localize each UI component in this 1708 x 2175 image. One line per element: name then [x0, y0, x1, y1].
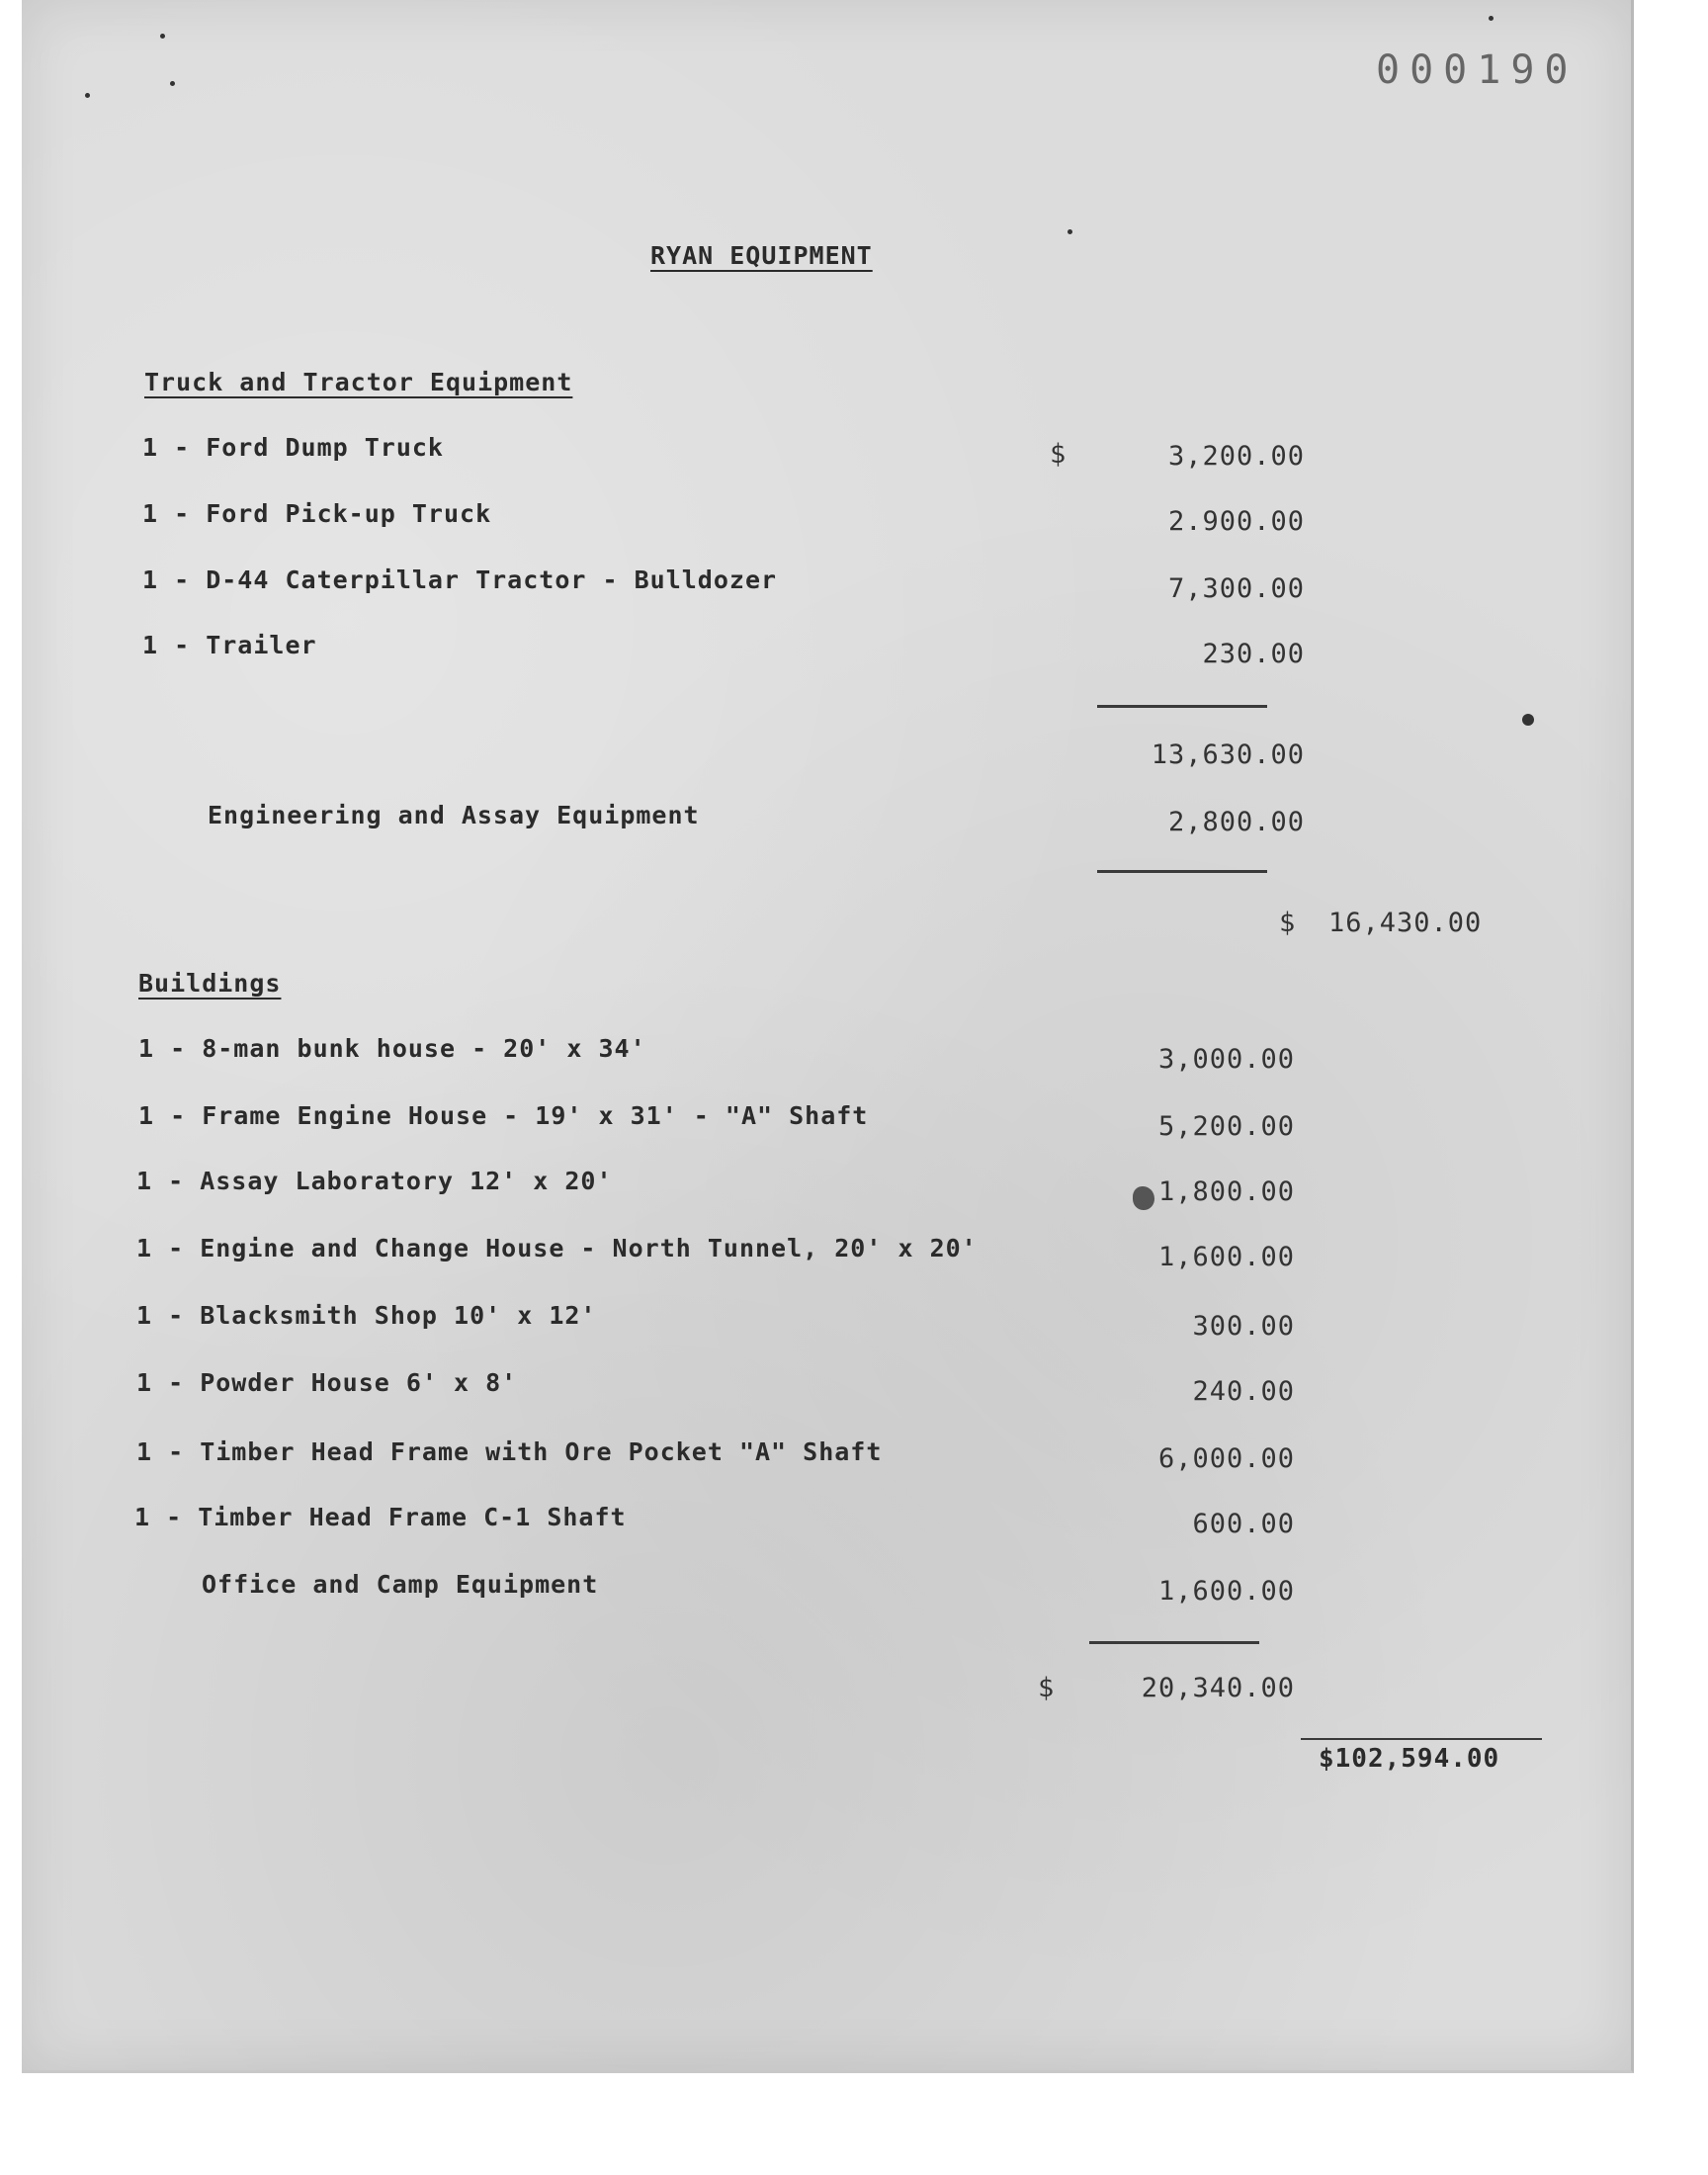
line-item-label: 1 - Engine and Change House - North Tunnel, 20' x 20' — [136, 1234, 978, 1262]
scan-speck — [1068, 229, 1072, 234]
scan-speck — [1489, 16, 1494, 21]
line-item-label: 1 - Ford Dump Truck — [142, 433, 444, 462]
dollar-sign: $ — [1050, 439, 1068, 470]
line-item-amount: 300.00 — [1192, 1311, 1295, 1342]
line-item-amount: 1,600.00 — [1157, 1242, 1295, 1272]
section-total: 16,430.00 — [1328, 908, 1483, 938]
scan-speck — [85, 93, 90, 98]
line-item-label: 1 - Assay Laboratory 12' x 20' — [136, 1167, 613, 1195]
section-heading-buildings: Buildings — [138, 969, 282, 998]
dollar-sign: $ — [1279, 908, 1297, 938]
line-item-amount: 5,200.00 — [1157, 1111, 1295, 1142]
line-item-label: Office and Camp Equipment — [202, 1570, 599, 1599]
line-item-label: 1 - Timber Head Frame with Ore Pocket "A" Shaft — [136, 1437, 883, 1466]
line-item-label: 1 - Blacksmith Shop 10' x 12' — [136, 1301, 597, 1330]
section-heading-truck: Truck and Tractor Equipment — [144, 368, 573, 396]
line-item-amount: 2,800.00 — [1167, 807, 1305, 837]
line-item-label: 1 - Trailer — [142, 631, 317, 659]
ink-blot — [1133, 1186, 1154, 1210]
total-rule — [1089, 1641, 1259, 1644]
line-item-amount: 1,800.00 — [1157, 1176, 1295, 1207]
page-title: RYAN EQUIPMENT — [650, 241, 873, 270]
line-item-label: 1 - Powder House 6' x 8' — [136, 1368, 518, 1397]
grand-total: $102,594.00 — [1319, 1744, 1500, 1774]
line-item-label: 1 - D-44 Caterpillar Tractor - Bulldozer — [142, 566, 778, 594]
subtotal-rule — [1097, 705, 1267, 708]
document-number: 000190 — [1376, 47, 1579, 93]
line-item-amount: 3,000.00 — [1157, 1044, 1295, 1075]
scan-speck — [170, 81, 175, 86]
dollar-sign: $ — [1038, 1673, 1056, 1703]
line-item-label: 1 - 8-man bunk house - 20' x 34' — [138, 1034, 646, 1063]
line-item-amount: 6,000.00 — [1157, 1443, 1295, 1474]
scan-speck — [160, 34, 165, 39]
subtotal-amount: 13,630.00 — [1151, 740, 1305, 770]
grand-total-rule — [1301, 1738, 1542, 1740]
line-item-label: Engineering and Assay Equipment — [208, 801, 700, 829]
line-item-amount: 7,300.00 — [1167, 573, 1305, 604]
line-item-amount: 3,200.00 — [1167, 441, 1305, 472]
line-item-label: 1 - Ford Pick-up Truck — [142, 499, 492, 528]
line-item-amount: 240.00 — [1192, 1376, 1295, 1407]
line-item-amount: 230.00 — [1202, 639, 1305, 669]
line-item-amount: 1,600.00 — [1157, 1576, 1295, 1607]
line-item-amount: 600.00 — [1192, 1509, 1295, 1539]
line-item-label: 1 - Frame Engine House - 19' x 31' - "A" Shaft — [138, 1101, 869, 1130]
section-total: 20,340.00 — [1141, 1673, 1295, 1703]
line-item-label: 1 - Timber Head Frame C-1 Shaft — [134, 1503, 627, 1531]
scan-speck — [1522, 714, 1534, 726]
document-page — [22, 0, 1634, 2073]
line-item-amount: 2.900.00 — [1167, 506, 1305, 537]
total-rule — [1097, 870, 1267, 873]
